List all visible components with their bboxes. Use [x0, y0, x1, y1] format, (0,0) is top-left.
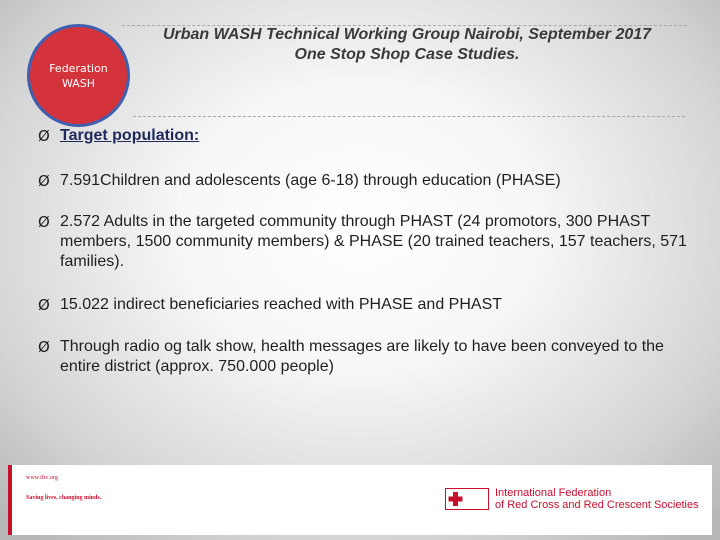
bullet-text: 2.572 Adults in the targeted community through PHAST (24 promotors, 300 PHAST members, 1500 community members) & PHASE (20 trained teachers, 157 teachers, 571 families).: [60, 213, 687, 270]
bullet-item: [38, 171, 708, 191]
footer-tagline: Saving lives, changing minds.: [26, 495, 102, 501]
bullet-list: [38, 126, 708, 377]
arrow-bullet-icon: Ø: [38, 172, 50, 190]
arrow-bullet-icon: Ø: [38, 338, 50, 356]
arrow-bullet-icon: Ø: [38, 127, 50, 145]
bullet-text: Through radio og talk show, health messages are likely to have been conveyed to the entire district (approx. 750.000 people): [60, 338, 664, 375]
bullet-item: [38, 295, 708, 315]
slide-title-line-1: Urban WASH Technical Working Group Nairobi, September 2017: [162, 26, 652, 43]
slide-title: [112, 25, 702, 65]
title-divider: [133, 116, 685, 117]
footer-url[interactable]: www.ifrc.org: [26, 475, 58, 481]
badge-line-2: WASH: [61, 76, 96, 90]
bullet-item: [38, 337, 708, 377]
footer-banner: [8, 465, 712, 535]
bullet-item: [38, 126, 708, 146]
ifrc-wordmark: [495, 487, 699, 511]
ifrc-name-line-1: International Federation: [495, 487, 612, 499]
arrow-bullet-icon: Ø: [38, 296, 50, 314]
ifrc-name-line-2: of Red Cross and Red Crescent Societies: [495, 499, 699, 511]
bullet-heading: Target population:: [60, 127, 200, 144]
bullet-text: 7.591Children and adolescents (age 6-18) through education (PHASE): [60, 172, 561, 189]
arrow-bullet-icon: Ø: [38, 213, 50, 231]
badge-line-1: Federation: [49, 61, 108, 75]
slide-title-line-2: One Stop Shop Case Studies.: [294, 46, 520, 63]
bullet-item: [38, 212, 708, 272]
bullet-text: 15.022 indirect beneficiaries reached with PHASE and PHAST: [60, 296, 503, 313]
ifrc-logo: [445, 487, 699, 511]
red-cross-crescent-icon: [445, 488, 489, 510]
